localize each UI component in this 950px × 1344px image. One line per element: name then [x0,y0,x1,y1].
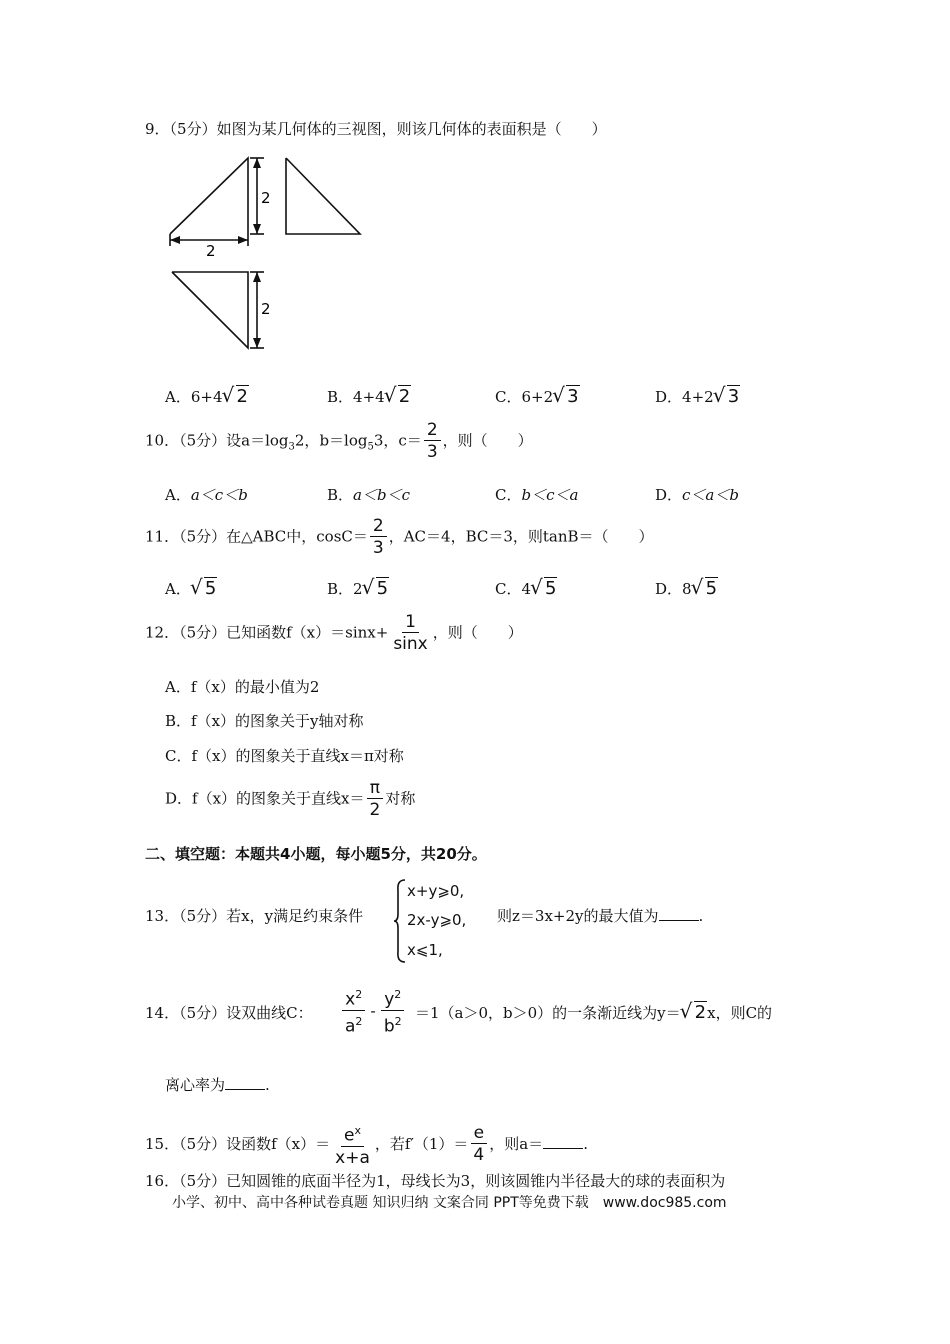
q9-stem: 9．（5分）如图为某几何体的三视图，则该几何体的表面积是（ ） [145,120,607,138]
constraint-1: x+y⩾0, [407,882,465,900]
q9-option-c[interactable]: C．6+2√ 3 [495,386,580,407]
q12-option-c[interactable]: C．f（x）的图象关于直线x＝π对称 [165,747,404,765]
q14-middle: ＝1（a＞0，b＞0）的一条渐近线为y＝√ 2x，则C的 [415,1002,772,1023]
q12-option-b[interactable]: B．f（x）的图象关于y轴对称 [165,712,364,730]
q15-stem: 15．（5分）设函数f（x）＝ $\frac{e^x}{x+a}$ ，若f′（1）＝ $\frac{e}{4}$ ，则a＝ . [145,1121,588,1169]
constraint-2: 2x-y⩾0, [407,911,467,929]
top-view-triangle [172,272,248,348]
front-width-label: 2 [206,242,216,260]
front-view-triangle [170,158,248,234]
q11-option-a[interactable]: A．√ 5 [165,578,217,599]
page-footer: 小学、初中、高中各种试卷真题 知识归纳 文案合同 PPT等免费下载 www.doc985.com [172,1195,727,1211]
q10-option-c[interactable]: C．b＜c＜a [495,486,579,504]
q14-prefix: 14．（5分）设双曲线C： [145,1004,313,1022]
side-view-triangle [286,158,360,234]
q13-answer-blank[interactable] [659,906,699,921]
top-height-label: 2 [261,300,271,318]
left-brace [393,878,407,964]
q9-option-d[interactable]: D．4+2√ 3 [655,386,740,407]
q12-stem: 12．（5分）已知函数f（x）＝sinx+ $\frac{1}{\sin x}$ ，则（ ） [145,612,523,654]
q14-line2: 离心率为 . [165,1076,270,1094]
three-view-figure [160,150,370,355]
q15-answer-blank[interactable] [543,1134,583,1149]
front-height-label: 2 [261,189,271,207]
q12-option-d[interactable]: D．f（x）的图象关于直线x＝ $\frac{\pi}{2}$ 对称 [165,778,416,820]
q13-prefix: 13．（5分）若x，y满足约束条件 [145,907,364,925]
q13-suffix: 则z＝3x+2y的最大值为 . [497,907,704,925]
q14-hyperbola-expr: $\frac{x^2}{a^2}$ - $\frac{y^2}{b^2}$ [340,985,407,1037]
q11-option-d[interactable]: D．8√ 5 [655,578,718,599]
section-2-heading: 二、填空题：本题共4小题，每小题5分，共20分。 [145,845,487,863]
q11-option-c[interactable]: C．4√ 5 [495,578,557,599]
q11-stem: 11．（5分）在△ABC中，cosC＝ $\frac{2}{3}$ ，AC＝4，BC＝3，则tanB＝（ ） [145,516,654,558]
q16-stem: 16．（5分）已知圆锥的底面半径为1，母线长为3，则该圆锥内半径最大的球的表面积为 [145,1172,726,1190]
q10-option-b[interactable]: B．a＜b＜c [327,486,410,504]
q10-option-d[interactable]: D．c＜a＜b [655,486,739,504]
q9-option-b[interactable]: B．4+4√ 2 [327,386,411,407]
q10-stem: 10．（5分）设$a=\log_32$，$b=\log_53$，c＝ $\frac{2}{3}$ ，则（ ） [145,420,533,462]
constraint-3: x⩽1, [407,941,443,959]
q9-option-a[interactable]: A．6+4√ 2 [165,386,249,407]
q10-option-a[interactable]: A．a＜c＜b [165,486,248,504]
q11-option-b[interactable]: B．2√ 5 [327,578,389,599]
q12-option-a[interactable]: A．f（x）的最小值为2 [165,678,320,696]
q14-answer-blank[interactable] [225,1075,265,1090]
